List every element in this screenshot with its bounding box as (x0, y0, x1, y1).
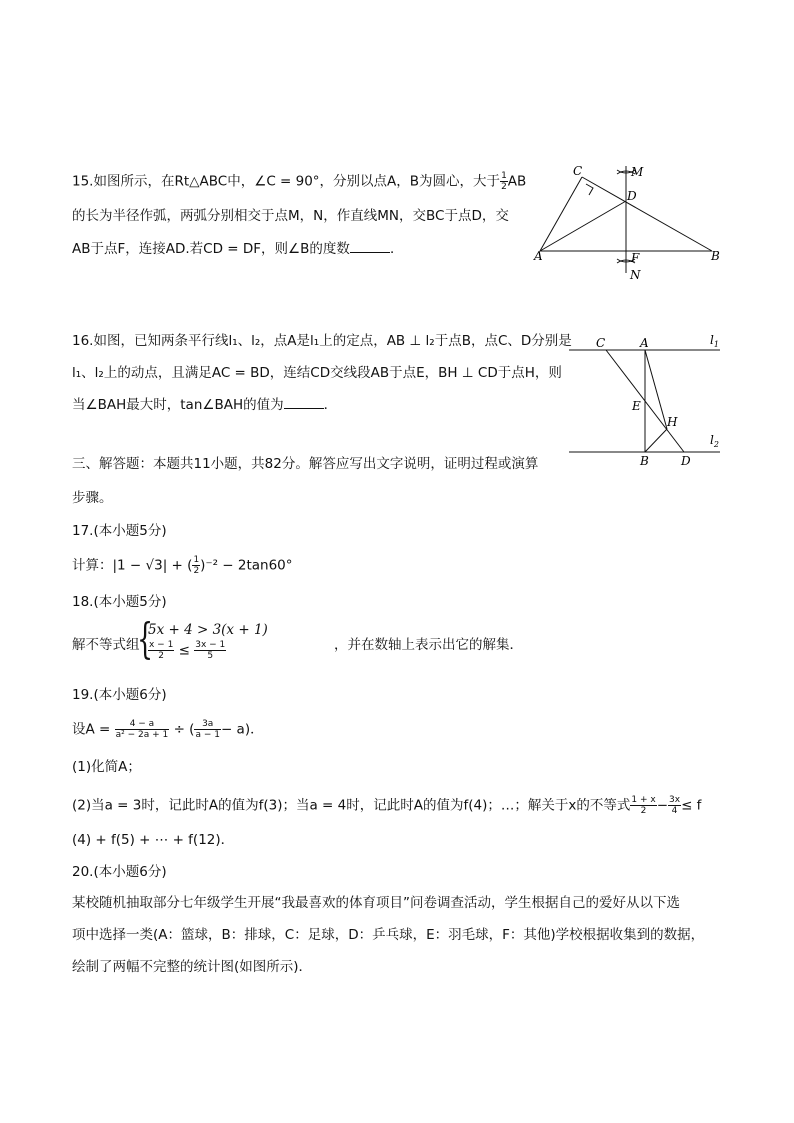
q18-heading: 18.(本小题5分) (72, 594, 167, 610)
q18-instruction: ，并在数轴上表示出它的解集． (334, 637, 523, 653)
q17-expression: 计算：|1 − √3| + ( $\frac{1}{2}$ )⁻² − 2tan60° (72, 555, 293, 576)
label-l1: $l_1$ (710, 333, 719, 349)
q20-heading: 20.(本小题6分) (72, 864, 167, 880)
label-E: E (632, 399, 641, 413)
q15-line-2: 的长为半径作弧，两弧分别相交于点M，N，作直线MN，交BC于点D，交 (72, 208, 509, 224)
segment-AH (645, 350, 667, 429)
q16-parallel-lines-figure (565, 330, 730, 470)
q18-label: 解不等式组 (72, 637, 140, 653)
label-H: H (667, 415, 678, 429)
q17-heading: 17.(本小题5分) (72, 523, 167, 539)
segment-CB (582, 177, 712, 251)
q20-line-2: 项中选择一类(A：篮球，B：排球，C：足球，D：乒乓球，E：羽毛球，F：其他)学校根据收集到的数据， (72, 927, 705, 943)
label-D: D (681, 454, 691, 468)
label-A: A (534, 249, 543, 263)
q19-part-2-cont: (4) + f(5) + ⋯ + f(12)． (72, 832, 235, 848)
q18-inequality-2: $\frac{x - 1}{2}$ ≤ $\frac{3x - 1}{5}$ (149, 640, 226, 661)
q16-line-3: 当∠BAH最大时，tan∠BAH的值为 ． (72, 397, 338, 413)
segment-AD (540, 201, 626, 251)
label-D: D (627, 189, 637, 203)
q15-line-3: AB于点F，连接AD.若CD = DF，则∠B的度数 ． (72, 241, 404, 257)
label-F: F (631, 251, 640, 265)
q16-answer-blank[interactable] (284, 396, 324, 409)
section-3-heading: 三、解答题：本题共11小题，共82分。解答应写出文字说明，证明过程或演算 (72, 456, 539, 472)
q19-part-2: (2)当a = 3时，记此时A的值为f(3)；当a = 4时，记此时A的值为f(4)；…；解关于x的不等式 $\frac{1 + x}{2}$ − $\frac{3x}{4}$ ≤ f (72, 795, 702, 816)
section-3-heading-cont: 步骤。 (72, 490, 113, 506)
segment-BH (645, 429, 667, 452)
q15-line-1: 15.如图所示，在Rt△ABC中，∠C = 90°，分别以点A，B为圆心，大于 $\frac{1}{2}$ AB (72, 171, 527, 192)
label-A: A (640, 336, 649, 350)
label-B: B (711, 249, 720, 263)
q18-inequality-1: 5x + 4 > 3(x + 1) (148, 622, 268, 638)
q17-fraction: $\frac{1}{2}$ (193, 555, 200, 576)
q16-line-2: l₁、l₂上的动点，且满足AC = BD，连结CD交线段AB于点E，BH ⊥ CD于点H，则 (72, 365, 562, 381)
q16-line-1: 16.如图，已知两条平行线l₁、l₂，点A是l₁上的定点，AB ⊥ l₂于点B，点C、D分别是 (72, 333, 572, 349)
q19-heading: 19.(本小题6分) (72, 687, 167, 703)
right-angle-mark (586, 184, 593, 195)
label-C: C (596, 336, 606, 350)
label-l2: $l_2$ (710, 433, 719, 449)
segment-CA (540, 177, 582, 251)
q15-answer-blank[interactable] (350, 240, 390, 253)
q19-part-1: (1)化简A； (72, 759, 141, 775)
q20-line-3: 绘制了两幅不完整的统计图(如图所示)． (72, 959, 313, 975)
label-M: M (631, 165, 644, 179)
brace-icon: { (137, 614, 154, 663)
label-B: B (640, 454, 649, 468)
q15-fraction: $\frac{1}{2}$ (501, 171, 507, 192)
q20-line-1: 某校随机抽取部分七年级学生开展“我最喜欢的体育项目”问卷调查活动，学生根据自己的爱好从以下选 (72, 895, 680, 911)
label-N: N (630, 268, 641, 282)
q15-triangle-figure (530, 160, 730, 285)
label-C: C (573, 164, 583, 178)
q19-definition: 设A = $\frac{4 - a}{\text{a² − 2a + 1}}$ ÷ ( $\frac{3a}{a - 1}$ − a)． (72, 719, 264, 740)
